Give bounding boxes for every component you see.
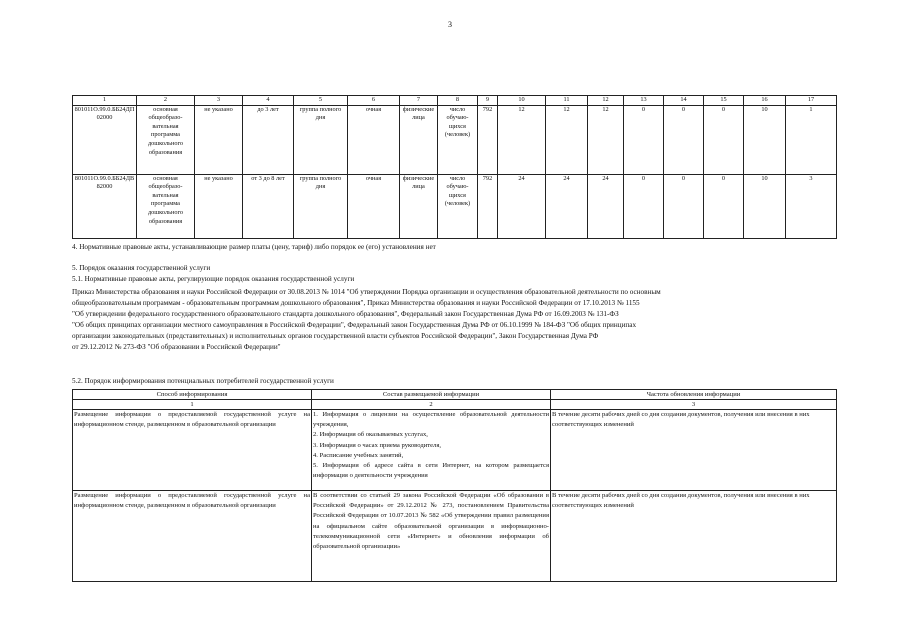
header-method: Способ информирования [73, 390, 312, 400]
header-frequency: Частота обновления информации [551, 390, 837, 400]
method-cell: Размещение информации о предоставляемой государственной услуге на информационном стенде, размещенном в образовательной организации [73, 410, 312, 491]
table-cell: 24 [588, 174, 624, 238]
table-cell: 792 [478, 174, 498, 238]
table-row [73, 491, 837, 582]
table-cell: очная [348, 105, 400, 174]
normative-acts-line: "Об утверждении федерального государственного образовательного стандарта дошкольного образования", Федеральный закон Государственная Дума РФ от 16.09.2003 № 131-ФЗ [72, 310, 619, 318]
table-cell: 24 [546, 174, 588, 238]
normative-acts-line: от 29.12.2012 № 273-ФЗ "Об образовании в Российской Федерации" [72, 343, 281, 351]
col-number: 6 [348, 96, 400, 106]
table-row [73, 174, 837, 238]
col-number: 2 [312, 400, 551, 410]
table-cell: группа полного дня [294, 105, 348, 174]
col-number: 9 [478, 96, 498, 106]
col-number: 11 [546, 96, 588, 106]
table-cell: до 3 лет [243, 105, 294, 174]
informing-table [72, 389, 837, 582]
table-cell: 801011О.99.0.ББ24ДВ82000 [73, 174, 137, 238]
method-cell: Размещение информации о предоставляемой государственной услуге на информационном стенде, размещенном в образовательной организации [73, 491, 312, 582]
normative-acts-line: "Об общих принципах организации местного самоуправления в Российской Федерации", Федеральный закон Государственная Дума РФ от 06.10.1999 № 184-ФЗ "Об общих принципах [72, 321, 637, 329]
table-cell: 3 [786, 174, 837, 238]
table-row [73, 105, 837, 174]
table-cell: группа полного дня [294, 174, 348, 238]
col-number: 4 [243, 96, 294, 106]
table-cell: 12 [546, 105, 588, 174]
col-number: 10 [498, 96, 546, 106]
table-cell: 24 [498, 174, 546, 238]
normative-acts-line: организации законодательных (представительных) и исполнительных органов государственной власти субъектов Российской Федерации", Закон Государственная Дума РФ [72, 332, 599, 340]
table-cell: 0 [624, 105, 664, 174]
section-5-1-title: 5.1. Нормативные правовые акты, регулирующие порядок оказания государственной услуги [72, 275, 355, 283]
normative-acts-line: общеобразовательным программам - образовательным программам дошкольного образования", Приказ Министерства образования и науки Российской Федерации от 17.10.2013 № 1155 [72, 299, 640, 307]
table-cell: основная общеобразо-вательная программа дошкольного образования [137, 174, 195, 238]
table-cell: от 3 до 8 лет [243, 174, 294, 238]
header-content: Состав размещаемой информации [312, 390, 551, 400]
content-cell: 1. Информация о лицензии на осуществление образовательной деятельности учреждения, 2. Информация об оказываемых услугах, 3. Информация о часах приема руководителя, 4. Расписание учебных занятий, 5. Информация об адресе сайта в сети Интернет, на котором размещается информация о деятельности учреждения [312, 410, 551, 491]
table-cell: очная [348, 174, 400, 238]
col-number: 17 [786, 96, 837, 106]
col-number: 2 [137, 96, 195, 106]
table-cell: 12 [498, 105, 546, 174]
col-number: 3 [195, 96, 243, 106]
col-number: 12 [588, 96, 624, 106]
section-5-title: 5. Порядок оказания государственной услуги [72, 264, 211, 272]
page-number: 3 [448, 20, 452, 29]
col-number: 5 [294, 96, 348, 106]
col-number: 15 [704, 96, 744, 106]
table-cell: 792 [478, 105, 498, 174]
table-cell: число обучаю-щихся (человек) [438, 174, 478, 238]
table-cell: 12 [588, 105, 624, 174]
table-cell: 0 [704, 174, 744, 238]
table-cell: 0 [664, 105, 704, 174]
col-number: 8 [438, 96, 478, 106]
frequency-cell: В течение десяти рабочих дней со дня создания документов, получения или внесения в них соответствующих изменений [551, 410, 837, 491]
col-number: 1 [73, 96, 137, 106]
table-cell: 1 [786, 105, 837, 174]
col-number: 1 [73, 400, 312, 410]
indicators-table [72, 95, 837, 239]
content-cell: В соответствии со статьей 29 закона Российской Федерации «Об образовании в Российской Федерации» от 29.12.2012 № 273, постановлением Правительства Российской Федерации от 10.07.2013 № 582 «Об утверждении правил размещения на официальном сайте образовательной организации в информационно-телекоммуникационной сети «Интернет» и обновления информации об образовательной организации» [312, 491, 551, 582]
table-cell: 801011О.99.0.ББ24ДП02000 [73, 105, 137, 174]
col-number: 16 [744, 96, 786, 106]
col-number: 7 [400, 96, 438, 106]
table-cell: основная общеобразо-вательная программа дошкольного образования [137, 105, 195, 174]
col-number: 3 [551, 400, 837, 410]
table-row [73, 410, 837, 491]
section-5-2-title: 5.2. Порядок информирования потенциальных потребителей государственной услуги [72, 377, 334, 385]
frequency-cell: В течение десяти рабочих дней со дня создания документов, получения или внесения в них соответствующих изменений [551, 491, 837, 582]
table-cell: физические лица [400, 105, 438, 174]
table-cell: 0 [664, 174, 704, 238]
normative-acts-line: Приказ Министерства образования и науки Российской Федерации от 30.08.2013 № 1014 "Об утверждении Порядка организации и осуществления образовательной деятельности по основным [72, 288, 661, 296]
table-cell: 10 [744, 174, 786, 238]
table-cell: не указано [195, 174, 243, 238]
col-number: 14 [664, 96, 704, 106]
table-cell: физические лица [400, 174, 438, 238]
table-cell: число обучаю-щихся (человек) [438, 105, 478, 174]
normative-acts-text [72, 287, 661, 353]
table-cell: не указано [195, 105, 243, 174]
section-4-text: 4. Нормативные правовые акты, устанавливающие размер платы (цену, тариф) либо порядок ее (его) установления нет [72, 243, 436, 251]
col-number: 13 [624, 96, 664, 106]
table-cell: 0 [624, 174, 664, 238]
table-cell: 10 [744, 105, 786, 174]
table-cell: 0 [704, 105, 744, 174]
